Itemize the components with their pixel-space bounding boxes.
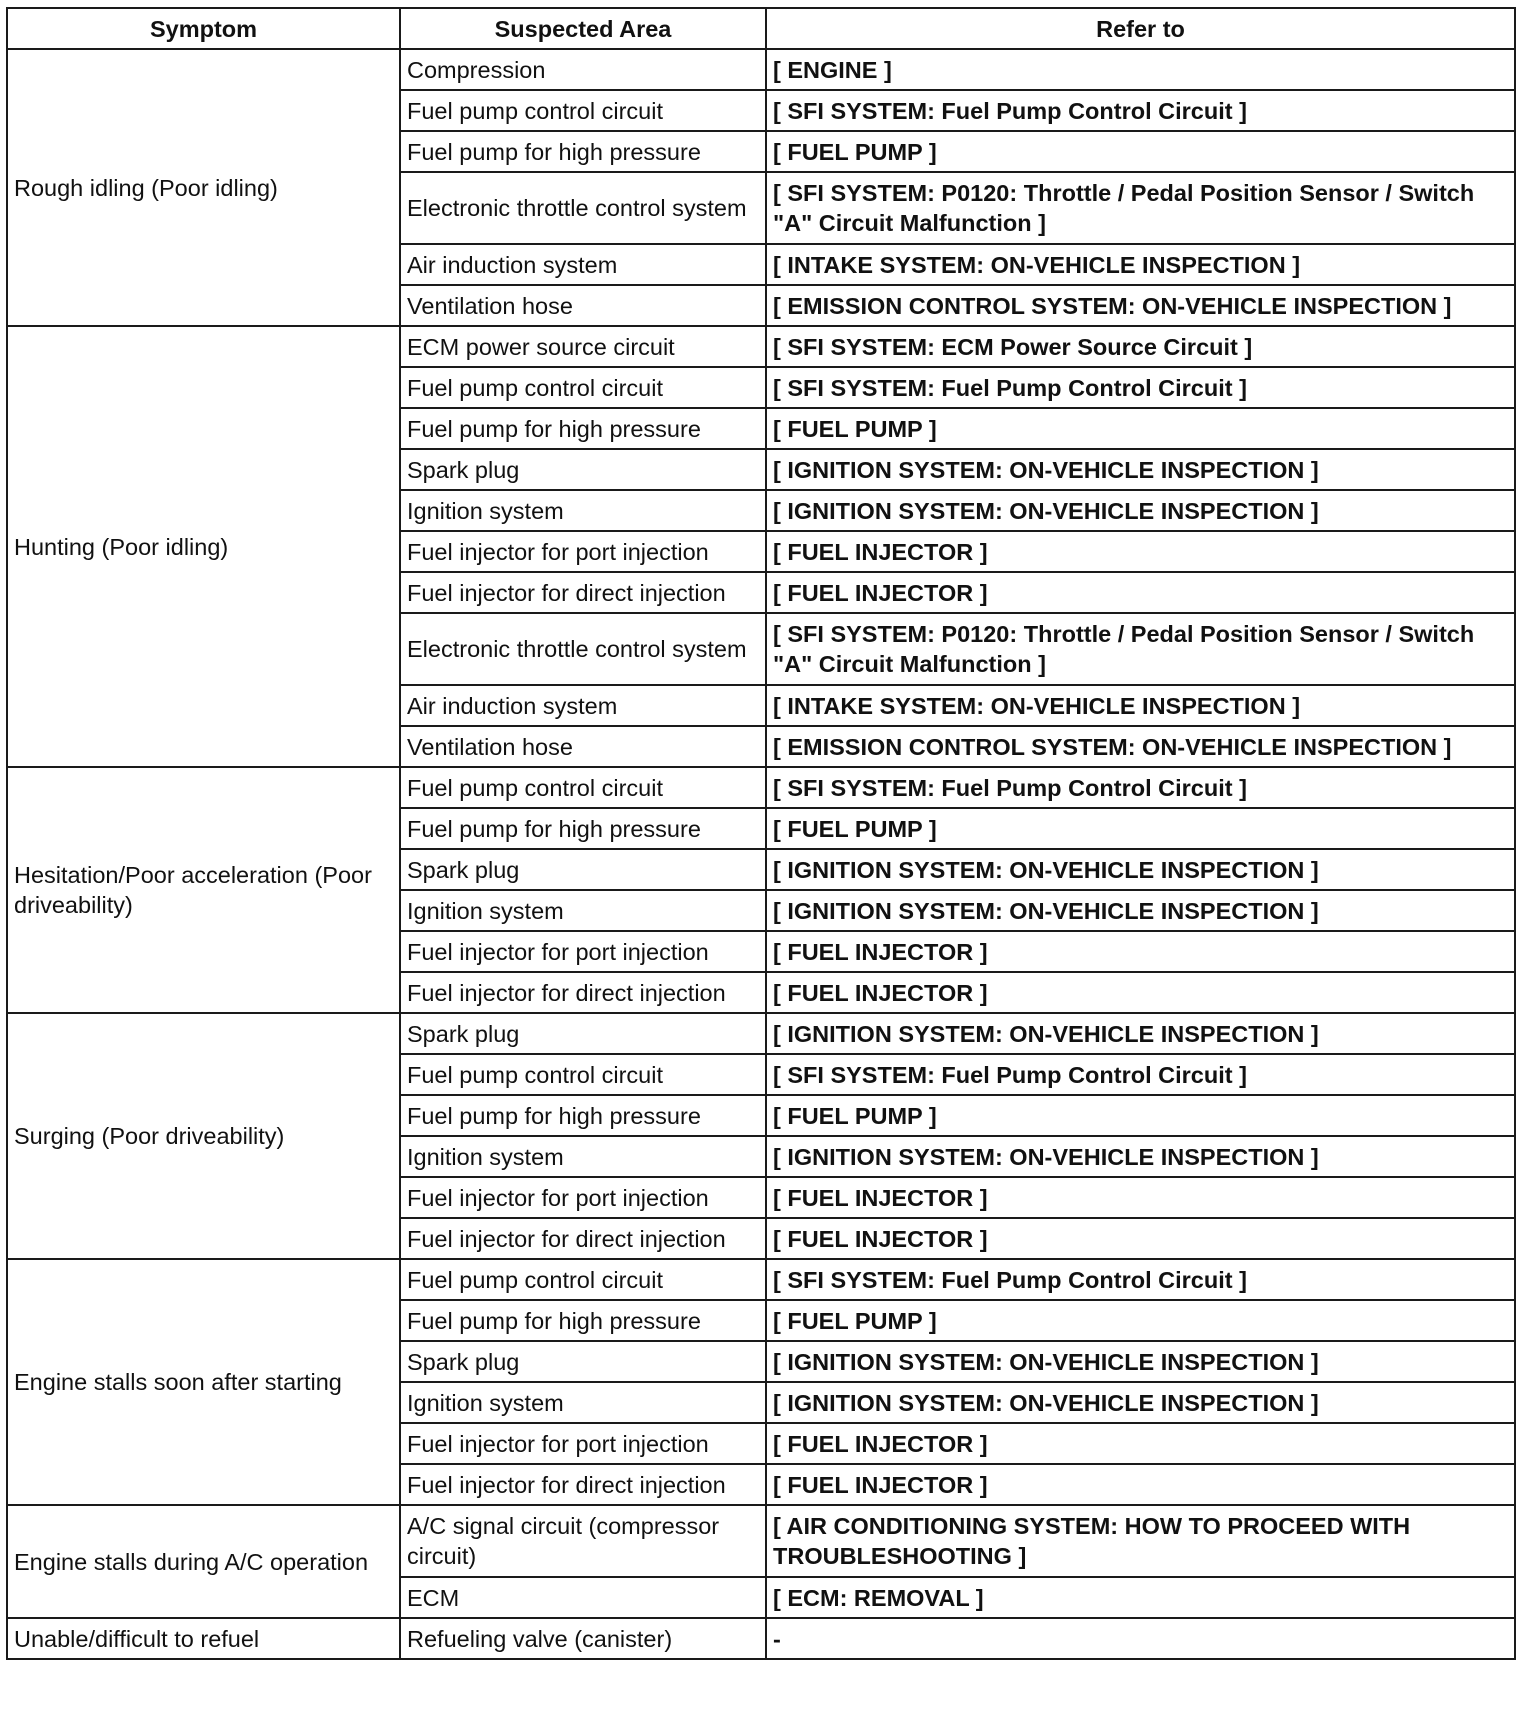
table-row bbox=[7, 1618, 1515, 1659]
table-row bbox=[7, 1259, 1515, 1300]
suspected-area-cell: Fuel pump control circuit bbox=[400, 767, 766, 808]
suspected-area-cell: Spark plug bbox=[400, 449, 766, 490]
refer-to-cell: [ EMISSION CONTROL SYSTEM: ON-VEHICLE INSPECTION ] bbox=[766, 285, 1515, 326]
suspected-area-cell: Ventilation hose bbox=[400, 285, 766, 326]
symptom-cell: Surging (Poor driveability) bbox=[7, 1013, 400, 1259]
refer-to-cell: [ IGNITION SYSTEM: ON-VEHICLE INSPECTION ] bbox=[766, 449, 1515, 490]
refer-to-cell: [ FUEL INJECTOR ] bbox=[766, 1464, 1515, 1505]
suspected-area-cell: Ventilation hose bbox=[400, 726, 766, 767]
suspected-area-cell: Ignition system bbox=[400, 1382, 766, 1423]
suspected-area-cell: Fuel pump control circuit bbox=[400, 367, 766, 408]
table-row bbox=[7, 49, 1515, 90]
symptom-cell: Hesitation/Poor acceleration (Poor driveability) bbox=[7, 767, 400, 1013]
refer-to-cell: [ SFI SYSTEM: P0120: Throttle / Pedal Position Sensor / Switch "A" Circuit Malfunction ] bbox=[766, 172, 1515, 244]
symptom-cell: Rough idling (Poor idling) bbox=[7, 49, 400, 326]
refer-to-cell: [ FUEL INJECTOR ] bbox=[766, 572, 1515, 613]
suspected-area-cell: Ignition system bbox=[400, 890, 766, 931]
refer-to-cell: [ EMISSION CONTROL SYSTEM: ON-VEHICLE INSPECTION ] bbox=[766, 726, 1515, 767]
refer-to-cell: [ SFI SYSTEM: Fuel Pump Control Circuit ] bbox=[766, 1259, 1515, 1300]
refer-to-cell: [ SFI SYSTEM: Fuel Pump Control Circuit ] bbox=[766, 367, 1515, 408]
suspected-area-cell: Electronic throttle control system bbox=[400, 613, 766, 685]
refer-to-cell: [ SFI SYSTEM: P0120: Throttle / Pedal Position Sensor / Switch "A" Circuit Malfunction ] bbox=[766, 613, 1515, 685]
refer-to-cell: [ FUEL PUMP ] bbox=[766, 1095, 1515, 1136]
refer-to-cell: [ FUEL PUMP ] bbox=[766, 131, 1515, 172]
refer-to-cell: [ IGNITION SYSTEM: ON-VEHICLE INSPECTION ] bbox=[766, 1341, 1515, 1382]
suspected-area-cell: Ignition system bbox=[400, 1136, 766, 1177]
header-symptom: Symptom bbox=[7, 8, 400, 49]
suspected-area-cell: Fuel pump control circuit bbox=[400, 1259, 766, 1300]
suspected-area-cell: Fuel pump for high pressure bbox=[400, 808, 766, 849]
suspected-area-cell: Fuel pump for high pressure bbox=[400, 131, 766, 172]
refer-to-cell: [ IGNITION SYSTEM: ON-VEHICLE INSPECTION ] bbox=[766, 1136, 1515, 1177]
suspected-area-cell: Fuel pump for high pressure bbox=[400, 1095, 766, 1136]
refer-to-cell: [ IGNITION SYSTEM: ON-VEHICLE INSPECTION ] bbox=[766, 1013, 1515, 1054]
suspected-area-cell: Spark plug bbox=[400, 1341, 766, 1382]
refer-to-cell: - bbox=[766, 1618, 1515, 1659]
refer-to-cell: [ INTAKE SYSTEM: ON-VEHICLE INSPECTION ] bbox=[766, 244, 1515, 285]
refer-to-cell: [ IGNITION SYSTEM: ON-VEHICLE INSPECTION ] bbox=[766, 849, 1515, 890]
suspected-area-cell: Fuel injector for port injection bbox=[400, 1423, 766, 1464]
header-row bbox=[7, 8, 1515, 49]
suspected-area-cell: ECM bbox=[400, 1577, 766, 1618]
suspected-area-cell: Spark plug bbox=[400, 1013, 766, 1054]
refer-to-cell: [ ECM: REMOVAL ] bbox=[766, 1577, 1515, 1618]
suspected-area-cell: Spark plug bbox=[400, 849, 766, 890]
refer-to-cell: [ IGNITION SYSTEM: ON-VEHICLE INSPECTION ] bbox=[766, 1382, 1515, 1423]
suspected-area-cell: Fuel pump for high pressure bbox=[400, 408, 766, 449]
refer-to-cell: [ FUEL INJECTOR ] bbox=[766, 931, 1515, 972]
refer-to-cell: [ FUEL INJECTOR ] bbox=[766, 1218, 1515, 1259]
suspected-area-cell: Air induction system bbox=[400, 685, 766, 726]
suspected-area-cell: Fuel pump for high pressure bbox=[400, 1300, 766, 1341]
refer-to-cell: [ SFI SYSTEM: Fuel Pump Control Circuit ] bbox=[766, 1054, 1515, 1095]
suspected-area-cell: Fuel injector for port injection bbox=[400, 1177, 766, 1218]
suspected-area-cell: Compression bbox=[400, 49, 766, 90]
suspected-area-cell: Fuel pump control circuit bbox=[400, 90, 766, 131]
troubleshooting-table-container bbox=[6, 7, 1516, 1660]
refer-to-cell: [ FUEL INJECTOR ] bbox=[766, 531, 1515, 572]
refer-to-cell: [ FUEL PUMP ] bbox=[766, 408, 1515, 449]
refer-to-cell: [ FUEL PUMP ] bbox=[766, 1300, 1515, 1341]
suspected-area-cell: A/C signal circuit (compressor circuit) bbox=[400, 1505, 766, 1577]
suspected-area-cell: Fuel injector for direct injection bbox=[400, 1218, 766, 1259]
suspected-area-cell: Fuel pump control circuit bbox=[400, 1054, 766, 1095]
refer-to-cell: [ SFI SYSTEM: ECM Power Source Circuit ] bbox=[766, 326, 1515, 367]
table-row bbox=[7, 1013, 1515, 1054]
symptom-cell: Engine stalls soon after starting bbox=[7, 1259, 400, 1505]
refer-to-cell: [ AIR CONDITIONING SYSTEM: HOW TO PROCEED WITH TROUBLESHOOTING ] bbox=[766, 1505, 1515, 1577]
header-refer-to: Refer to bbox=[766, 8, 1515, 49]
refer-to-cell: [ ENGINE ] bbox=[766, 49, 1515, 90]
suspected-area-cell: Fuel injector for direct injection bbox=[400, 1464, 766, 1505]
table-row bbox=[7, 767, 1515, 808]
refer-to-cell: [ FUEL INJECTOR ] bbox=[766, 972, 1515, 1013]
suspected-area-cell: Air induction system bbox=[400, 244, 766, 285]
refer-to-cell: [ FUEL PUMP ] bbox=[766, 808, 1515, 849]
symptom-table bbox=[6, 7, 1516, 1660]
refer-to-cell: [ IGNITION SYSTEM: ON-VEHICLE INSPECTION ] bbox=[766, 490, 1515, 531]
suspected-area-cell: Ignition system bbox=[400, 490, 766, 531]
suspected-area-cell: Fuel injector for port injection bbox=[400, 531, 766, 572]
suspected-area-cell: Fuel injector for direct injection bbox=[400, 972, 766, 1013]
suspected-area-cell: Refueling valve (canister) bbox=[400, 1618, 766, 1659]
header-suspected-area: Suspected Area bbox=[400, 8, 766, 49]
table-row bbox=[7, 1505, 1515, 1577]
refer-to-cell: [ FUEL INJECTOR ] bbox=[766, 1423, 1515, 1464]
suspected-area-cell: ECM power source circuit bbox=[400, 326, 766, 367]
suspected-area-cell: Fuel injector for port injection bbox=[400, 931, 766, 972]
refer-to-cell: [ FUEL INJECTOR ] bbox=[766, 1177, 1515, 1218]
suspected-area-cell: Fuel injector for direct injection bbox=[400, 572, 766, 613]
refer-to-cell: [ INTAKE SYSTEM: ON-VEHICLE INSPECTION ] bbox=[766, 685, 1515, 726]
symptom-cell: Hunting (Poor idling) bbox=[7, 326, 400, 767]
refer-to-cell: [ SFI SYSTEM: Fuel Pump Control Circuit ] bbox=[766, 767, 1515, 808]
table-body bbox=[7, 49, 1515, 1659]
refer-to-cell: [ SFI SYSTEM: Fuel Pump Control Circuit ] bbox=[766, 90, 1515, 131]
symptom-cell: Unable/difficult to refuel bbox=[7, 1618, 400, 1659]
refer-to-cell: [ IGNITION SYSTEM: ON-VEHICLE INSPECTION ] bbox=[766, 890, 1515, 931]
table-row bbox=[7, 326, 1515, 367]
symptom-cell: Engine stalls during A/C operation bbox=[7, 1505, 400, 1618]
suspected-area-cell: Electronic throttle control system bbox=[400, 172, 766, 244]
